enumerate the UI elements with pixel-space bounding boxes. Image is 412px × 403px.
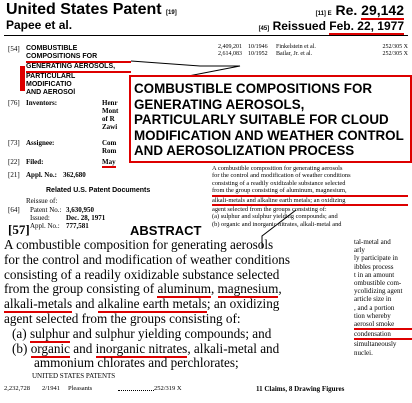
field-76-code: [76]	[8, 99, 20, 107]
field-21-label: Appl. No.:	[26, 171, 57, 179]
field-22-value: May	[102, 158, 116, 166]
abstract-right-column: tal-metal and arly ly participate in ibbles process t in an amount ombustible com- ycolidizing agent article size in , and a portion tion whereby aerosol smoke condensation simultaneously nuclei.	[354, 238, 412, 357]
patent-title: United States Patent [19]	[6, 1, 177, 18]
reference-row: 2,409,201 10/1946 Finkelstein et al. 252/305 X	[218, 44, 408, 50]
term-magnesium: magnesium	[217, 281, 279, 297]
related-heading: Related U.S. Patent Documents	[46, 187, 151, 194]
term-organic: organic	[30, 340, 70, 356]
field-73-code: [73]	[8, 139, 20, 147]
claims-count: 11 Claims, 8 Drawing Figures	[256, 385, 345, 393]
reference-row: 2,614,083 10/1952 Bailar, Jr. et al. 252/305 X	[218, 51, 408, 57]
field-76-value: Henr Mont of R Zawi	[102, 99, 119, 131]
field-54-code: [54]	[8, 45, 20, 53]
term-alkaline-earth-metals: alkaline earth metals	[97, 296, 207, 312]
inventor-name: Papee et al.	[6, 18, 73, 32]
field-76-label: Inventors:	[26, 99, 58, 107]
abstract-heading: ABSTRACT	[130, 223, 202, 238]
term-alkali-metals: alkali-metals	[4, 296, 73, 312]
field-64-row: Patent No.: 3,630,950	[30, 206, 94, 214]
field-21-value: 362,680	[63, 171, 86, 179]
term-aerosol-smoke: aerosol smoke	[354, 320, 412, 330]
us-patents-heading: UNITED STATES PATENTS	[32, 372, 116, 381]
field-22-code: [22]	[8, 158, 20, 166]
term-sulphur: sulphur	[29, 325, 70, 341]
title-callout: COMBUSTIBLE COMPOSITIONS FOR GENERATING AEROSOLS, PARTICULARLY SUITABLE FOR CLOUD MODIFICATION AND WEATHER CONTROL AND AEROSOLIZATION PROCESS	[129, 75, 412, 163]
field-64-row: Appl. No.: 777,581	[30, 222, 89, 230]
reissued-date: [45] Reissued Feb. 22, 1977	[258, 19, 404, 33]
reissued-date-value: Feb. 22, 1977	[329, 19, 404, 33]
field-54-title: COMBUSTIBLE COMPOSITIONS FOR GENERATING AEROSOLS, PARTICULARL MODIFICATIO AND AEROSOl	[26, 45, 131, 97]
field-21-code: [21]	[8, 171, 20, 179]
field-22-label: Filed:	[26, 158, 44, 166]
field-73-value: Com Rom	[102, 139, 117, 155]
term-condensation: condensation	[354, 330, 412, 340]
abstract-body: A combustible composition for generating aerosols for the control and modification of weather conditions consisting of a readily oxidizable substance selected from the group consisting of aluminum, magnesium, alkali-metals and alkaline earth metals; an oxidizing agent selected from the groups consisting of: (a) sulphur and sulphur yielding compounds; and (b) organic and inorganic nitrates, alkali-metal and ammonium chlorates and perchlorates; UNITED STATES PATENTS	[4, 238, 408, 381]
re-number-value: 29,142	[361, 2, 404, 18]
field-64-code: [64]	[8, 206, 20, 214]
reissue-of-label: Reissue of:	[26, 197, 58, 205]
field-64-row: Issued: Dec. 28, 1971	[30, 214, 106, 222]
footer-reference: 2,232,728 2/1941 Pleasants 252/319 X 11 Claims, 8 Drawing Figures	[4, 385, 345, 393]
abstract-small: A combustible composition for generating aerosols for the control and modification of weather conditions consisting of a readily oxidizable substance selected from the group consisting of aluminum, magnesium, alkali-metals and alkaline earth metals; an oxidizing agent selected from the groups consisting of: (a) sulphur and sulphur yielding compounds; and (b) organic and inorganic nitrates, alkali-metal and	[212, 165, 408, 228]
re-code: [11] E	[315, 11, 332, 17]
title-code: [19]	[166, 10, 177, 16]
abstract-code: [57]	[8, 222, 30, 237]
reissued-code: [45]	[258, 26, 270, 32]
reissue-number: [11] E Re. 29,142	[315, 2, 404, 18]
term-aluminum: aluminum	[157, 281, 211, 297]
field-73-label: Assignee:	[26, 139, 55, 147]
term-inorganic-nitrates: inorganic nitrates	[95, 340, 188, 356]
